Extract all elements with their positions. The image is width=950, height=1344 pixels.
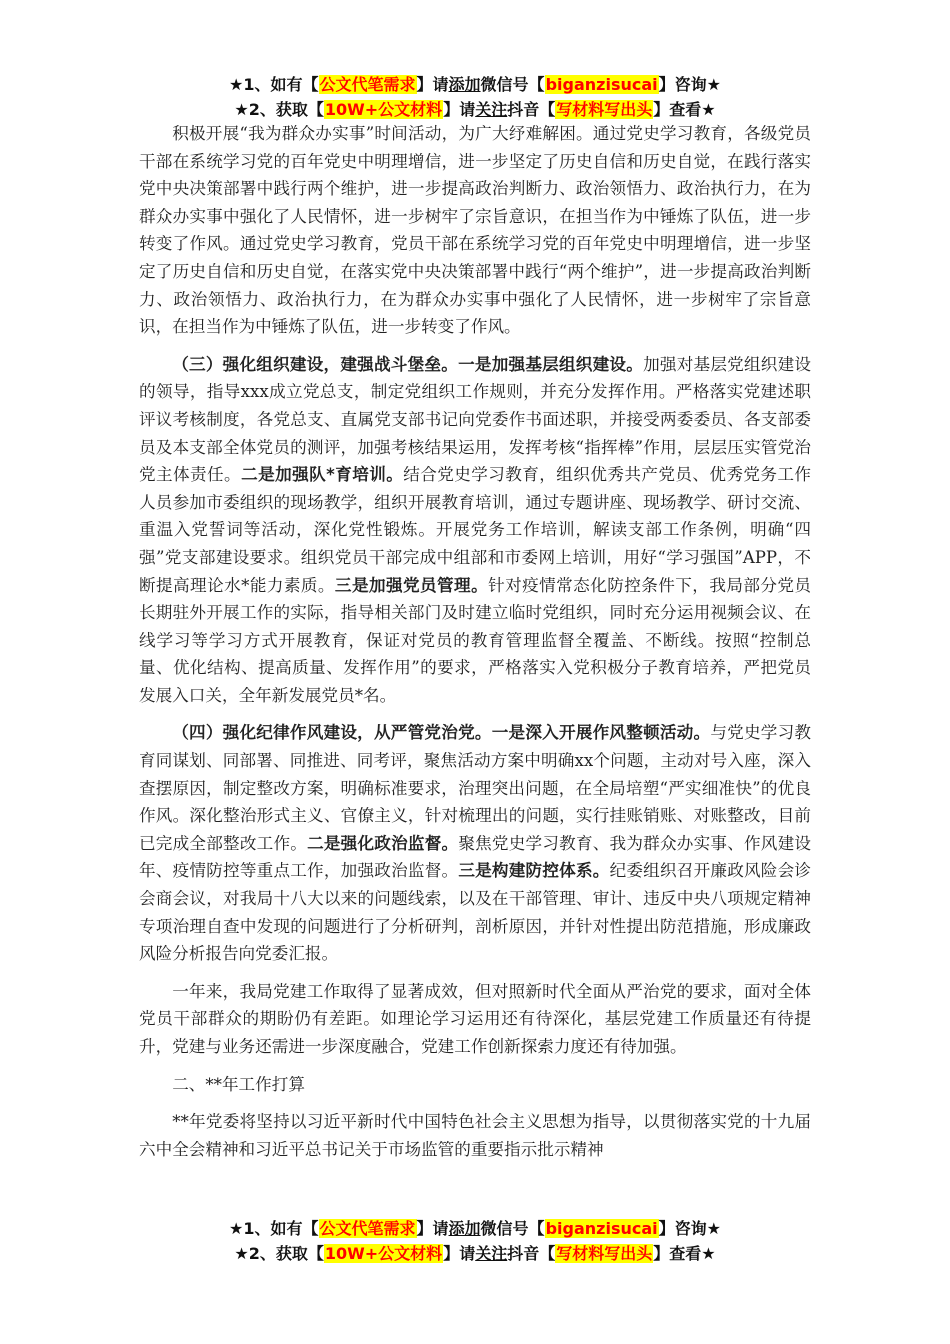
paragraph-discipline: （四）强化纪律作风建设，从严管党治党。一是深入开展作风整顿活动。与党史学习教育同谋划、同部署、同推进、同考评，聚焦活动方案中明确xx个问题，主动对号入座，深入查摆原因，制定整改方案，明确标准要求，治理突出问题，在全局培塑“严实细准快”的优良作风。深化整治形式主义、官僚主义，针对梳理出的问题，实行挂账销账、对账整改，目前已完成全部整改工作。二是强化政治监督。聚焦党史学习教育、我为群众办实事、作风建设年、疫情防控等重点工作，加强政治监督。三是构建防控体系。纪委组织召开廉政风险会诊会商会议，对我局十八大以来的问题线索，以及在干部管理、审计、违反中央八项规定精神专项治理自查中发现的问题进行了分析研判，剖析原因，并针对性提出防范措施，形成廉政风险分析报告向党委汇报。: [139, 723, 812, 964]
highlight-text: 10W+公文材料: [324, 100, 443, 119]
subpoint-heading: 一是深入开展作风整顿活动。: [491, 723, 711, 743]
highlight-text: 10W+公文材料: [324, 1244, 443, 1263]
highlight-text: 公文代笔需求: [319, 75, 416, 94]
highlight-text: 公文代笔需求: [319, 1219, 416, 1238]
promo-line-1: ★1、如有【公文代笔需求】请添加微信号【biganzisucai】咨询★: [229, 1219, 721, 1238]
wechat-id: biganzisucai: [545, 75, 658, 94]
document-body: [139, 120, 811, 1173]
subpoint-heading: 三是加强党员管理。: [334, 575, 489, 595]
paragraph-intro: 积极开展“我为群众办实事”时间活动，为广大纾难解困。通过党史学习教育，各级党员干部在系统学习党的百年党史中明理增信，进一步坚定了历史自信和历史自觉，在践行落实党中央决策部署中践行两个维护，进一步提高政治判断力、政治领悟力、政治执行力，在为群众办实事中强化了人民情怀，进一步树牢了宗旨意识，在担当作为中锤炼了队伍，进一步转变了作风。通过党史学习教育，党员干部在系统学习党的百年党史中明理增信，进一步坚定了历史自信和历史自觉，在落实党中央决策部署中践行“两个维护”，进一步提高政治判断力、政治领悟力、政治执行力，在为群众办实事中强化了人民情怀，进一步树牢了宗旨意识，在担当作为中锤炼了队伍，进一步转变了作风。: [139, 124, 811, 337]
subpoint-heading: 二是加强队*育培训。: [241, 465, 404, 485]
top-promo-banner: [0, 72, 950, 122]
promo-line-2: ★2、获取【10W+公文材料】请关注抖音【写材料写出头】查看★: [234, 100, 716, 119]
douyin-account: 写材料写出头: [556, 100, 653, 119]
section-title-plan: 二、**年工作打算: [172, 1074, 305, 1094]
emphasis-text: 添加: [448, 1219, 481, 1238]
douyin-account: 写材料写出头: [556, 1244, 653, 1263]
emphasis-text: 关注: [475, 100, 508, 119]
promo-line-1: ★1、如有【公文代笔需求】请添加微信号【biganzisucai】咨询★: [229, 75, 721, 94]
emphasis-text: 关注: [475, 1244, 508, 1263]
subpoint-heading: 三是构建防控体系。: [458, 861, 610, 881]
promo-line-2: ★2、获取【10W+公文材料】请关注抖音【写材料写出头】查看★: [234, 1244, 716, 1263]
paragraph-organization: （三）强化组织建设，建强战斗堡垒。一是加强基层组织建设。加强对基层党组织建设的领导，指导xxx成立党总支，制定党组织工作规则，并充分发挥作用。严格落实党建述职评议考核制度，各党总支、直属党支部书记向党委作书面述职，并接受两委委员、各支部委员及本支部全体党员的测评，加强考核结果运用，发挥考核“指挥棒”作用，层层压实管党治党主体责任。二是加强队*育培训。结合党史学习教育，组织优秀共产党员、优秀党务工作人员参加市委组织的现场教学，组织开展教育培训，通过专题讲座、现场教学、研讨交流、重温入党誓词等活动，深化党性锻炼。开展党务工作培训，解读支部工作条例，明确“四强”党支部建设要求。组织党员干部完成中组部和市委网上培训，用好“学习强国”APP，不断提高理论水*能力素质。三是加强党员管理。针对疫情常态化防控条件下，我局部分党员长期驻外开展工作的实际，指导相关部门及时建立临时党组织，同时充分运用视频会议、在线学习等学习方式开展教育，保证对党员的教育管理监督全覆盖、不断线。按照“控制总量、优化结构、提高质量、发挥作用”的要求，严格落实入党积极分子教育培养，严把党员发展入口关，全年新发展党员*名。: [139, 354, 812, 705]
subpoint-heading: 一是加强基层组织建设。: [458, 354, 644, 374]
section-heading: （四）强化纪律作风建设，从严管党治党。: [172, 723, 492, 743]
paragraph-plan: **年党委将坚持以习近平新时代中国特色社会主义思想为指导，以贯彻落实党的十九届六中全会精神和习近平总书记关于市场监管的重要指示批示精神: [139, 1112, 811, 1159]
paragraph-summary: 一年来，我局党建工作取得了显著成效，但对照新时代全面从严治党的要求，面对全体党员干部群众的期盼仍有差距。如理论学习运用还有待深化，基层党建工作质量还有待提升，党建与业务还需进一步深度融合，党建工作创新探索力度还有待加强。: [139, 981, 811, 1056]
bottom-promo-banner: [0, 1216, 950, 1266]
section-heading: （三）强化组织建设，建强战斗堡垒。: [172, 354, 459, 374]
subpoint-heading: 二是强化政治监督。: [307, 833, 459, 853]
wechat-id: biganzisucai: [545, 1219, 658, 1238]
emphasis-text: 添加: [448, 75, 481, 94]
